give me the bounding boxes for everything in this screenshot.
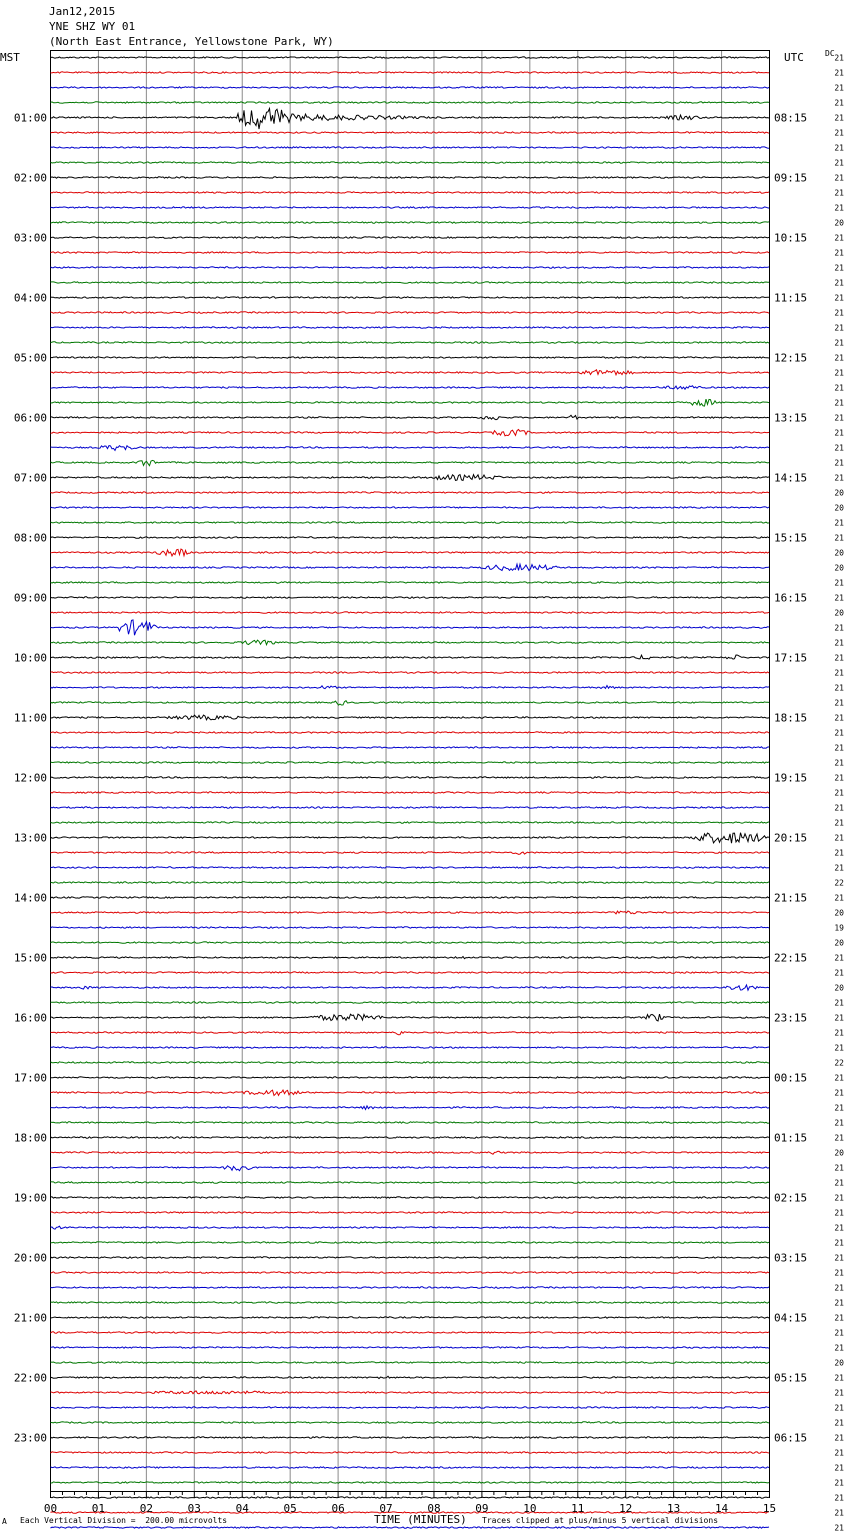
- dc-offset-label: 21: [834, 293, 844, 303]
- dc-offset-label: 21: [834, 998, 844, 1008]
- trace-line-92: [51, 1437, 770, 1438]
- trace-line-66: [51, 1047, 770, 1048]
- header-date: Jan12,2015: [49, 5, 116, 18]
- trace-line-74: [51, 1166, 770, 1171]
- trace-line-58: [51, 927, 770, 928]
- dc-offset-label: 21: [834, 143, 844, 153]
- dc-offset-label: 20: [834, 938, 844, 948]
- trace-line-54: [51, 867, 770, 868]
- dc-offset-label: 21: [834, 1178, 844, 1188]
- dc-offset-label: 20: [834, 488, 844, 498]
- mst-hour-label: 02:00: [13, 171, 47, 185]
- trace-line-87: [51, 1362, 770, 1363]
- dc-offset-label: 21: [834, 1043, 844, 1053]
- dc-offset-label: 21: [834, 788, 844, 798]
- utc-hour-label: 22:15: [774, 951, 808, 965]
- dc-offset-label: 21: [834, 683, 844, 693]
- mst-hour-label: 12:00: [13, 771, 47, 785]
- trace-line-51: [51, 822, 770, 823]
- trace-line-16: [51, 297, 770, 298]
- dc-offset-label: 21: [834, 1208, 844, 1218]
- trace-line-55: [51, 882, 770, 883]
- dc-offset-label: 21: [834, 848, 844, 858]
- dc-offset-label: 21: [834, 953, 844, 963]
- trace-line-3: [51, 102, 770, 103]
- dc-offset-label: 21: [834, 758, 844, 768]
- right-timezone-label: UTC: [784, 51, 804, 64]
- dc-offset-label: 21: [834, 188, 844, 198]
- trace-line-5: [51, 132, 770, 133]
- dc-offset-label: 22: [834, 878, 844, 888]
- dc-offset-label: 21: [834, 53, 844, 63]
- dc-offset-label: 21: [834, 833, 844, 843]
- dc-offset-label: 21: [834, 68, 844, 78]
- mst-hour-label: 07:00: [13, 471, 47, 485]
- trace-line-67: [51, 1062, 770, 1063]
- trace-line-41: [51, 672, 770, 673]
- dc-offset-label: 21: [834, 1133, 844, 1143]
- dc-offset-label: 21: [834, 98, 844, 108]
- utc-hour-label: 15:15: [774, 531, 808, 545]
- trace-line-60: [51, 957, 770, 959]
- mst-hour-label: 08:00: [13, 531, 47, 545]
- dc-offset-label: 21: [834, 458, 844, 468]
- utc-hour-label: 14:15: [774, 471, 808, 485]
- trace-line-18: [51, 327, 770, 328]
- x-tick-label-3: 03: [187, 1502, 201, 1515]
- dc-offset-label: 21: [834, 1298, 844, 1308]
- mst-hour-label: 17:00: [13, 1071, 47, 1085]
- trace-line-83: [51, 1302, 770, 1303]
- header-station: YNE SHZ WY 01: [49, 20, 136, 33]
- trace-line-62: [51, 985, 770, 990]
- trace-line-6: [51, 147, 770, 148]
- trace-line-24: [51, 415, 770, 419]
- trace-line-77: [51, 1212, 770, 1213]
- dc-offset-label: 21: [834, 158, 844, 168]
- mst-hour-label: 22:00: [13, 1371, 47, 1385]
- clip-note: Traces clipped at plus/minus 5 vertical divisions: [482, 1516, 719, 1525]
- trace-line-32: [51, 537, 770, 538]
- left-timezone-label: MST: [0, 51, 20, 64]
- utc-hour-label: 13:15: [774, 411, 808, 425]
- dc-offset-label: 20: [834, 218, 844, 228]
- dc-offset-label: 21: [834, 803, 844, 813]
- dc-offset-labels: [834, 54, 844, 1534]
- trace-line-39: [51, 640, 770, 645]
- trace-line-36: [51, 597, 770, 598]
- dc-offset-label: 21: [834, 1373, 844, 1383]
- dc-offset-label: 21: [834, 1028, 844, 1038]
- trace-line-91: [51, 1422, 770, 1423]
- trace-line-95: [51, 1482, 770, 1483]
- dc-offset-label: 21: [834, 1313, 844, 1323]
- dc-offset-label: 21: [834, 773, 844, 783]
- dc-offset-label: 20: [834, 1358, 844, 1368]
- dc-offset-label: 21: [834, 1523, 844, 1533]
- trace-line-8: [51, 177, 770, 178]
- dc-offset-label: 21: [834, 383, 844, 393]
- trace-line-72: [51, 1137, 770, 1138]
- utc-hour-label: 10:15: [774, 231, 808, 245]
- trace-line-19: [51, 342, 770, 343]
- trace-line-48: [51, 777, 770, 778]
- x-tick-label-4: 04: [235, 1502, 249, 1515]
- trace-line-7: [51, 162, 770, 163]
- dc-offset-label: 21: [834, 1328, 844, 1338]
- trace-line-21: [51, 370, 770, 375]
- mst-hour-label: 18:00: [13, 1131, 47, 1145]
- mst-hour-label: 15:00: [13, 951, 47, 965]
- mst-hour-label: 05:00: [13, 351, 47, 365]
- trace-line-12: [51, 237, 770, 238]
- trace-line-52: [51, 833, 770, 844]
- utc-hour-label: 19:15: [774, 771, 808, 785]
- trace-line-37: [51, 612, 770, 613]
- trace-line-33: [51, 549, 770, 556]
- utc-hour-label: 04:15: [774, 1311, 808, 1325]
- trace-line-78: [51, 1226, 770, 1229]
- trace-line-81: [51, 1272, 770, 1273]
- mst-hour-label: 06:00: [13, 411, 47, 425]
- x-tick-label-7: 07: [379, 1502, 393, 1515]
- dc-offset-label: 21: [834, 1013, 844, 1023]
- dc-offset-label: 21: [834, 308, 844, 318]
- dc-offset-label: 21: [834, 1163, 844, 1173]
- trace-line-46: [51, 747, 770, 748]
- trace-line-49: [51, 792, 770, 793]
- trace-line-96: [51, 1497, 770, 1498]
- dc-offset-label: 21: [834, 653, 844, 663]
- dc-offset-label: 21: [834, 83, 844, 93]
- corner-mark: A: [2, 1517, 7, 1526]
- trace-line-44: [51, 715, 770, 720]
- utc-hour-label: 08:15: [774, 111, 808, 125]
- trace-line-26: [51, 446, 770, 451]
- dc-offset-label: 21: [834, 863, 844, 873]
- dc-offset-label: 21: [834, 698, 844, 708]
- dc-offset-label: 21: [834, 1418, 844, 1428]
- trace-line-73: [51, 1151, 770, 1154]
- dc-offset-label: 21: [834, 728, 844, 738]
- dc-offset-label: 21: [834, 338, 844, 348]
- dc-offset-label: 21: [834, 1508, 844, 1518]
- x-tick-label-15: 15: [762, 1502, 777, 1515]
- trace-line-93: [51, 1452, 770, 1453]
- scale-note: Each Vertical Division = 200.00 microvolts: [20, 1516, 228, 1525]
- utc-hour-label: 16:15: [774, 591, 808, 605]
- x-tick-label-1: 01: [91, 1502, 106, 1515]
- trace-line-50: [51, 807, 770, 808]
- seismic-traces: [51, 57, 770, 1534]
- dc-offset-label: 19: [834, 923, 844, 933]
- utc-hour-labels: [774, 112, 807, 1445]
- x-axis-title: TIME (MINUTES): [374, 1513, 467, 1526]
- trace-line-11: [51, 222, 770, 223]
- x-tick-label-6: 06: [331, 1502, 345, 1515]
- dc-offset-label: 21: [834, 1283, 844, 1293]
- x-tick-label-9: 09: [475, 1502, 489, 1515]
- x-tick-label-2: 02: [139, 1502, 153, 1515]
- utc-hour-label: 05:15: [774, 1371, 808, 1385]
- mst-hour-label: 11:00: [13, 711, 47, 725]
- x-tick-label-10: 10: [523, 1502, 537, 1515]
- trace-line-30: [51, 507, 770, 508]
- mst-hour-label: 04:00: [13, 291, 47, 305]
- mst-hour-label: 23:00: [13, 1431, 47, 1445]
- dc-offset-label: 21: [834, 593, 844, 603]
- mst-hour-label: 09:00: [13, 591, 47, 605]
- trace-line-68: [51, 1077, 770, 1078]
- trace-line-63: [51, 1002, 770, 1003]
- dc-offset-label: 21: [834, 368, 844, 378]
- dc-offset-label: 21: [834, 818, 844, 828]
- dc-offset-label: 21: [834, 128, 844, 138]
- dc-offset-label: 21: [834, 1088, 844, 1098]
- trace-line-14: [51, 267, 770, 268]
- dc-offset-label: 21: [834, 1073, 844, 1083]
- utc-hour-label: 09:15: [774, 171, 808, 185]
- utc-hour-label: 21:15: [774, 891, 808, 905]
- dc-offset-label: 21: [834, 893, 844, 903]
- trace-line-61: [51, 972, 770, 973]
- dc-offset-label: 21: [834, 248, 844, 258]
- dc-offset-label: 21: [834, 233, 844, 243]
- dc-offset-label: 21: [834, 278, 844, 288]
- trace-line-28: [51, 475, 770, 481]
- trace-line-2: [51, 87, 770, 88]
- trace-line-47: [51, 762, 770, 763]
- trace-line-88: [51, 1376, 770, 1378]
- x-tick-label-0: 00: [43, 1502, 58, 1515]
- dc-offset-label: 21: [834, 413, 844, 423]
- dc-offset-label: 21: [834, 1433, 844, 1443]
- mst-hour-label: 14:00: [13, 891, 47, 905]
- dc-offset-label: 21: [834, 353, 844, 363]
- dc-offset-label: 21: [834, 428, 844, 438]
- dc-offset-label: 21: [834, 668, 844, 678]
- dc-offset-label: 21: [834, 203, 844, 213]
- dc-header-label: DC: [825, 49, 835, 58]
- dc-offset-label: 20: [834, 983, 844, 993]
- dc-offset-label: 21: [834, 1493, 844, 1503]
- dc-offset-label: 21: [834, 398, 844, 408]
- dc-offset-label: 21: [834, 473, 844, 483]
- dc-offset-label: 21: [834, 578, 844, 588]
- dc-offset-label: 21: [834, 1388, 844, 1398]
- trace-line-27: [51, 460, 770, 465]
- dc-offset-label: 21: [834, 173, 844, 183]
- mst-hour-labels: [14, 112, 47, 1445]
- trace-line-20: [51, 357, 770, 358]
- trace-line-85: [51, 1332, 770, 1333]
- utc-hour-label: 03:15: [774, 1251, 808, 1265]
- dc-offset-label: 22: [834, 1058, 844, 1068]
- x-tick-label-14: 14: [714, 1502, 729, 1515]
- dc-offset-label: 20: [834, 503, 844, 513]
- trace-line-82: [51, 1287, 770, 1288]
- dc-offset-label: 21: [834, 533, 844, 543]
- x-tick-label-5: 05: [283, 1502, 297, 1515]
- mst-hour-label: 16:00: [13, 1011, 47, 1025]
- trace-line-59: [51, 942, 770, 943]
- trace-line-76: [51, 1197, 770, 1198]
- dc-offset-label: 21: [834, 968, 844, 978]
- trace-line-38: [51, 620, 770, 635]
- trace-line-10: [51, 207, 770, 208]
- trace-line-23: [51, 399, 770, 406]
- x-tick-label-11: 11: [571, 1502, 585, 1515]
- dc-offset-label: 21: [834, 1238, 844, 1248]
- dc-offset-label: 20: [834, 608, 844, 618]
- trace-line-35: [51, 582, 770, 583]
- trace-line-80: [51, 1257, 770, 1258]
- dc-offset-label: 21: [834, 743, 844, 753]
- dc-offset-label: 21: [834, 1343, 844, 1353]
- trace-line-17: [51, 312, 770, 313]
- trace-line-1: [51, 72, 770, 73]
- mst-hour-label: 01:00: [13, 111, 47, 125]
- trace-line-86: [51, 1347, 770, 1348]
- dc-offset-label: 21: [834, 638, 844, 648]
- dc-offset-label: 21: [834, 443, 844, 453]
- mst-hour-label: 10:00: [13, 651, 47, 665]
- dc-offset-label: 21: [834, 1268, 844, 1278]
- trace-line-64: [51, 1014, 770, 1021]
- trace-line-43: [51, 701, 770, 705]
- trace-line-9: [51, 192, 770, 193]
- trace-line-79: [51, 1242, 770, 1243]
- dc-offset-label: 20: [834, 908, 844, 918]
- dc-offset-label: 21: [834, 1103, 844, 1113]
- utc-hour-label: 23:15: [774, 1011, 808, 1025]
- trace-line-29: [51, 492, 770, 493]
- utc-hour-label: 18:15: [774, 711, 808, 725]
- trace-line-25: [51, 430, 770, 436]
- trace-line-90: [51, 1407, 770, 1408]
- dc-offset-label: 21: [834, 1463, 844, 1473]
- header-location: (North East Entrance, Yellowstone Park, WY): [49, 35, 334, 48]
- trace-line-57: [51, 911, 770, 914]
- trace-line-4: [51, 109, 770, 130]
- trace-line-22: [51, 386, 770, 389]
- trace-line-65: [51, 1032, 770, 1035]
- dc-offset-label: 20: [834, 548, 844, 558]
- mst-hour-label: 03:00: [13, 231, 47, 245]
- dc-offset-label: 21: [834, 1403, 844, 1413]
- dc-offset-label: 21: [834, 623, 844, 633]
- dc-offset-label: 21: [834, 113, 844, 123]
- mst-hour-label: 13:00: [13, 831, 47, 845]
- dc-offset-label: 21: [834, 1253, 844, 1263]
- trace-line-15: [51, 282, 770, 283]
- trace-line-31: [51, 522, 770, 523]
- mst-hour-label: 21:00: [13, 1311, 47, 1325]
- utc-hour-label: 01:15: [774, 1131, 808, 1145]
- trace-line-53: [51, 852, 770, 855]
- mst-hour-label: 20:00: [13, 1251, 47, 1265]
- trace-line-69: [51, 1090, 770, 1095]
- dc-offset-label: 20: [834, 563, 844, 573]
- utc-hour-label: 06:15: [774, 1431, 808, 1445]
- trace-line-98: [51, 1527, 770, 1528]
- dc-offset-label: 21: [834, 518, 844, 528]
- utc-hour-label: 02:15: [774, 1191, 808, 1205]
- utc-hour-label: 17:15: [774, 651, 808, 665]
- utc-hour-label: 11:15: [774, 291, 808, 305]
- utc-hour-label: 12:15: [774, 351, 808, 365]
- trace-line-42: [51, 686, 770, 689]
- utc-hour-label: 20:15: [774, 831, 808, 845]
- mst-hour-label: 19:00: [13, 1191, 47, 1205]
- trace-line-89: [51, 1391, 770, 1394]
- trace-line-0: [51, 57, 770, 58]
- x-tick-label-8: 08: [427, 1502, 441, 1515]
- trace-line-56: [51, 897, 770, 898]
- dc-offset-label: 21: [834, 1193, 844, 1203]
- trace-line-40: [51, 655, 770, 659]
- trace-line-84: [51, 1317, 770, 1318]
- dc-offset-label: 21: [834, 323, 844, 333]
- dc-offset-label: 20: [834, 1148, 844, 1158]
- trace-line-34: [51, 564, 770, 570]
- x-tick-label-12: 12: [619, 1502, 633, 1515]
- dc-offset-label: 21: [834, 1448, 844, 1458]
- x-tick-label-13: 13: [667, 1502, 681, 1515]
- dc-offset-label: 21: [834, 713, 844, 723]
- dc-offset-label: 21: [834, 1478, 844, 1488]
- dc-offset-label: 21: [834, 1118, 844, 1128]
- dc-offset-label: 21: [834, 263, 844, 273]
- trace-line-45: [51, 732, 770, 733]
- trace-line-70: [51, 1106, 770, 1110]
- trace-line-75: [51, 1182, 770, 1183]
- trace-line-71: [51, 1122, 770, 1123]
- utc-hour-label: 00:15: [774, 1071, 808, 1085]
- trace-line-94: [51, 1467, 770, 1468]
- trace-line-13: [51, 252, 770, 253]
- dc-offset-label: 21: [834, 1223, 844, 1233]
